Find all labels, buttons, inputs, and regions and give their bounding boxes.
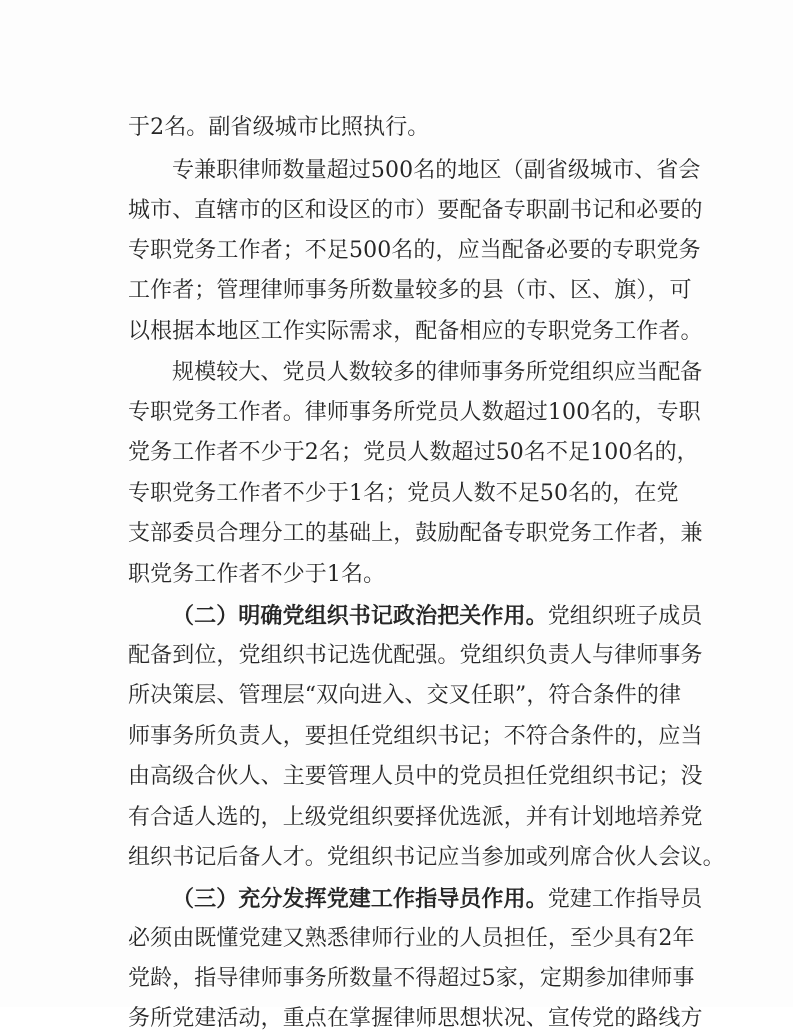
- text-line: 配备到位，党组织书记选优配强。党组织负责人与律师事务: [128, 643, 703, 668]
- text-line: 有合适人选的，上级党组织要择优选派，并有计划地培养党: [128, 805, 703, 830]
- text-line: 所决策层、管理层“双向进入、交叉任职”，符合条件的律: [128, 683, 682, 708]
- text-run: 党建工作指导员: [547, 887, 703, 912]
- text-line: 必须由既懂党建又熟悉律师行业的人员担任，至少具有2年: [128, 926, 695, 951]
- text-line: 城市、直辖市的区和设区的市）要配备专职副书记和必要的: [128, 198, 703, 223]
- text-line: 师事务所负责人，要担任党组织书记；不符合条件的，应当: [128, 724, 703, 749]
- section-heading-line: [128, 884, 703, 915]
- text-line: 规模较大、党员人数较多的律师事务所党组织应当配备: [172, 360, 703, 385]
- text-line: 支部委员合理分工的基础上，鼓励配备专职党务工作者，兼: [128, 521, 703, 546]
- text-line: 工作者；管理律师事务所数量较多的县（市、区、旗），可: [128, 278, 692, 303]
- text-line: 专职党务工作者不少于1名；党员人数不足50名的，在党: [128, 481, 679, 506]
- text-line: 组织书记后备人才。党组织书记应当参加或列席合伙人会议。: [128, 845, 725, 870]
- text-run: 党组织班子成员: [547, 604, 703, 629]
- section-heading: （三）充分发挥党建工作指导员作用。: [172, 886, 548, 912]
- section-heading: （二）明确党组织书记政治把关作用。: [172, 603, 548, 629]
- text-line: 职党务工作者不少于1名。: [128, 562, 386, 587]
- text-line: 党龄，指导律师事务所数量不得超过5家，定期参加律师事: [128, 966, 695, 991]
- text-line: 以根据本地区工作实际需求，配备相应的专职党务工作者。: [128, 319, 703, 344]
- text-line: 专兼职律师数量超过500名的地区（副省级城市、省会: [172, 158, 701, 183]
- text-line: 党务工作者不少于2名；党员人数超过50名不足100名的，: [128, 440, 699, 465]
- text-line: 务所党建活动，重点在掌握律师思想状况、宣传党的路线方: [128, 1006, 703, 1031]
- section-heading-line: [128, 601, 703, 632]
- text-line: 于2名。副省级城市比照执行。: [128, 115, 430, 140]
- text-line: 专职党务工作者；不足500名的，应当配备必要的专职党务: [128, 238, 701, 263]
- text-line: 由高级合伙人、主要管理人员中的党员担任党组织书记；没: [128, 764, 703, 789]
- text-line: 专职党务工作者。律师事务所党员人数超过100名的，专职: [128, 400, 701, 425]
